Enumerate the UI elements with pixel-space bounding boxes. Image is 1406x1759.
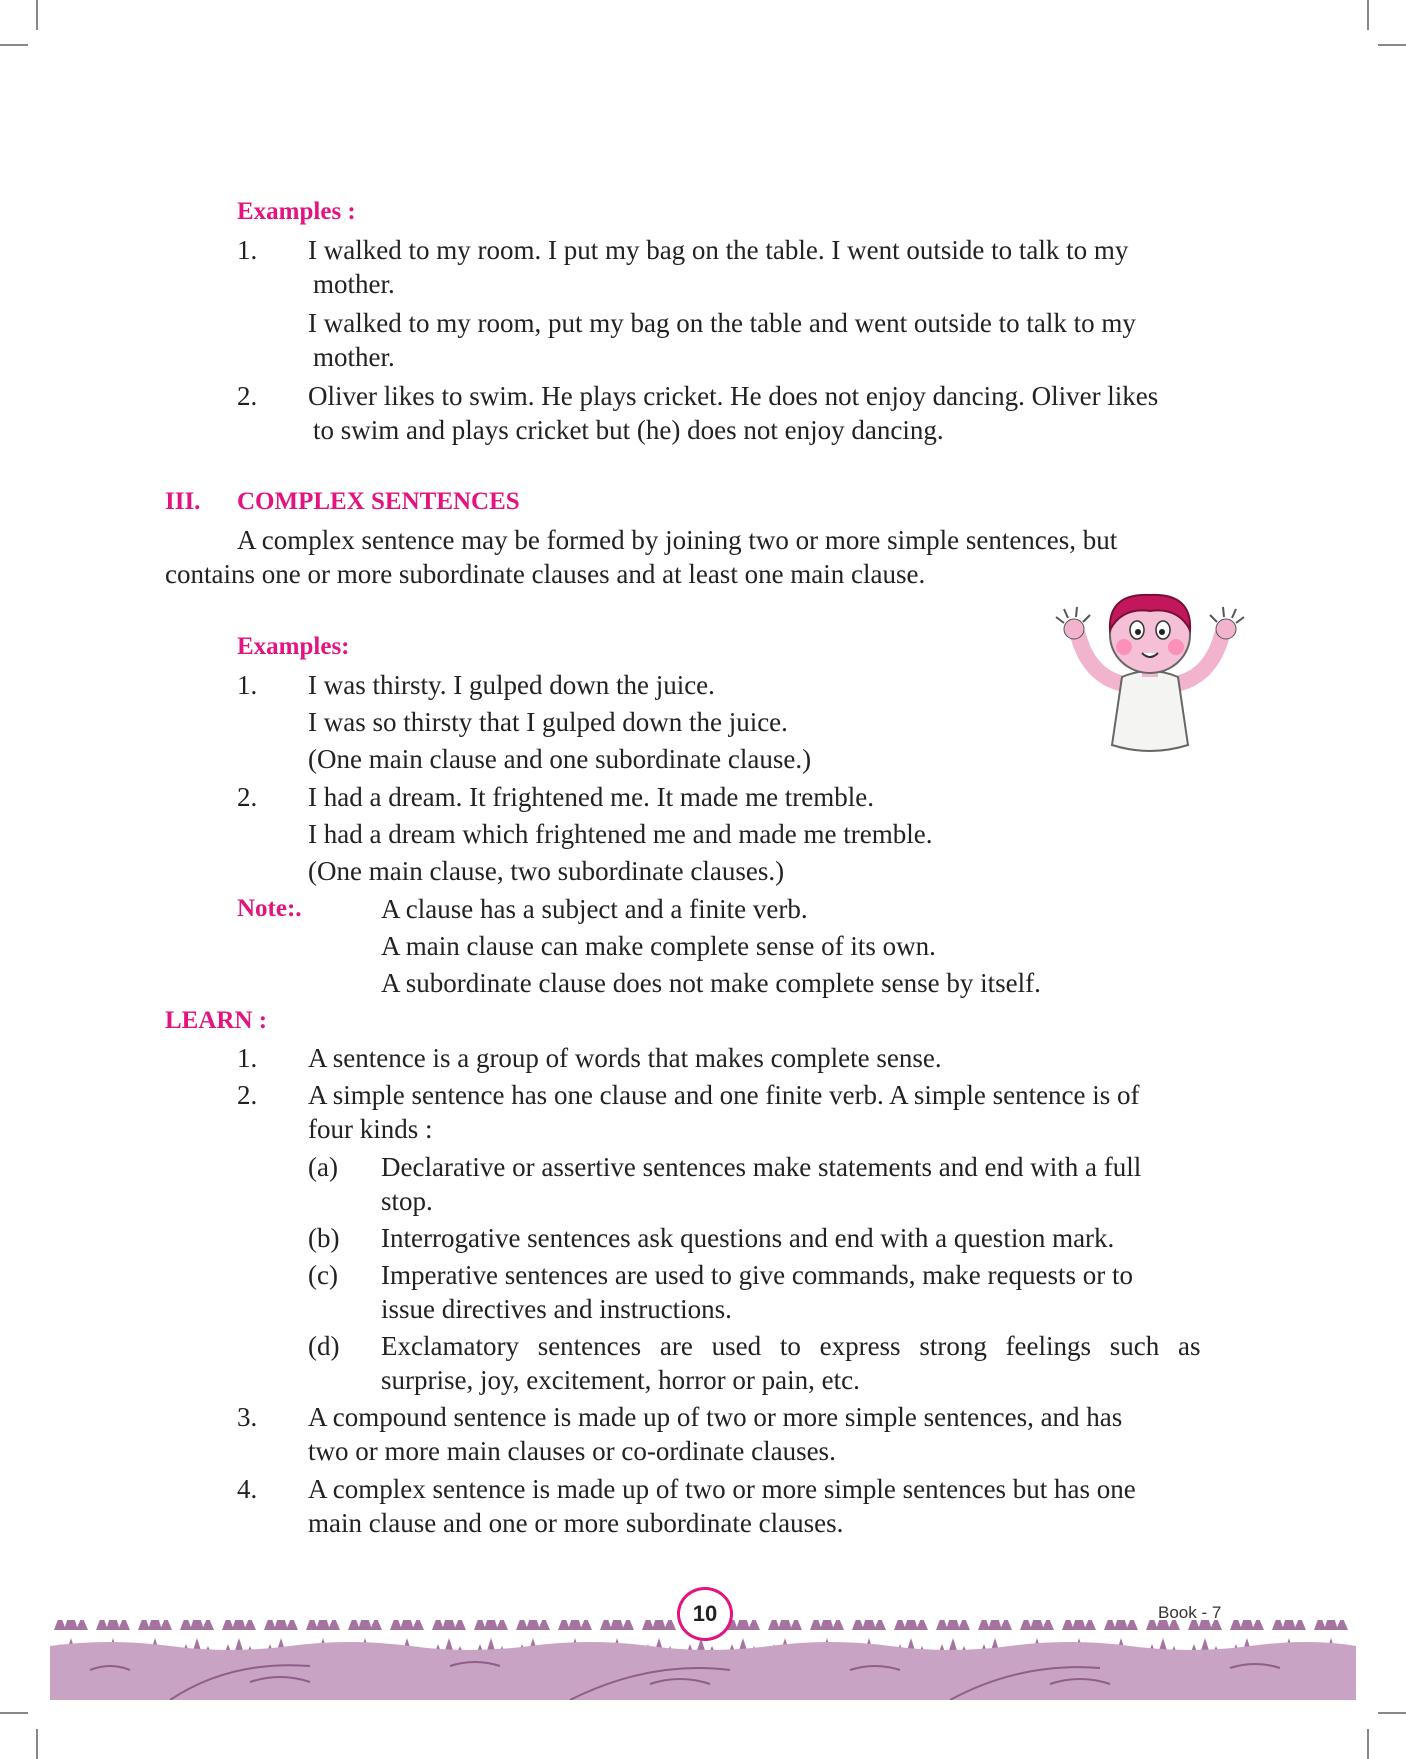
sub-item-text: surprise, joy, excitement, horror or pain, etc.: [381, 1365, 860, 1395]
list-item-text: (One main clause, two subordinate clauses.): [308, 856, 785, 886]
list-number: 2.: [237, 782, 258, 812]
cartoon-boy-illustration: [1050, 585, 1250, 760]
list-number: 1.: [237, 235, 258, 265]
paragraph-text: A complex sentence may be formed by joining two or more simple sentences, but: [237, 525, 1118, 555]
sub-item-text: issue directives and instructions.: [381, 1294, 732, 1324]
page-number: 10: [677, 1587, 733, 1641]
list-number: 3.: [237, 1402, 258, 1432]
list-number: 2.: [237, 1080, 258, 1110]
list-item-text: main clause and one or more subordinate clauses.: [308, 1508, 844, 1538]
note-label: Note:.: [237, 895, 302, 922]
list-item-text: mother.: [313, 269, 395, 299]
list-item-text: to swim and plays cricket but (he) does not enjoy dancing.: [313, 415, 944, 445]
list-number: 2.: [237, 381, 258, 411]
section-title: COMPLEX SENTENCES: [237, 488, 520, 515]
list-item-text: I had a dream. It frightened me. It made me tremble.: [308, 782, 875, 812]
list-item-text: I was thirsty. I gulped down the juice.: [308, 670, 715, 700]
sub-item-text: Declarative or assertive sentences make statements and end with a full: [381, 1152, 1142, 1182]
list-item-text: A compound sentence is made up of two or more simple sentences, and has: [308, 1402, 1123, 1432]
section-numeral: III.: [165, 488, 201, 515]
sub-item-text: Exclamatory sentences are used to express strong feelings such as: [381, 1331, 1201, 1361]
list-item-text: mother.: [313, 342, 395, 372]
list-number: 1.: [237, 1043, 258, 1073]
book-label: Book - 7: [1158, 1603, 1222, 1622]
list-item-text: I walked to my room, put my bag on the table and went outside to talk to my: [308, 308, 1136, 338]
note-text: A subordinate clause does not make complete sense by itself.: [381, 968, 1041, 998]
list-item-text: A simple sentence has one clause and one finite verb. A simple sentence is of: [308, 1080, 1140, 1110]
list-item-text: two or more main clauses or co-ordinate clauses.: [308, 1436, 836, 1466]
list-number: 1.: [237, 670, 258, 700]
list-item-text: A complex sentence is made up of two or more simple sentences but has one: [308, 1474, 1136, 1504]
examples-heading: Examples:: [237, 633, 350, 660]
list-item-text: I was so thirsty that I gulped down the juice.: [308, 707, 788, 737]
list-item-text: I had a dream which frightened me and made me tremble.: [308, 819, 933, 849]
paragraph-text: contains one or more subordinate clauses and at least one main clause.: [165, 559, 926, 589]
note-text: A clause has a subject and a finite verb.: [381, 894, 808, 924]
sub-item-text: Imperative sentences are used to give commands, make requests or to: [381, 1260, 1133, 1290]
list-item-text: four kinds :: [308, 1114, 433, 1144]
sub-item-text: Interrogative sentences ask questions and end with a question mark.: [381, 1223, 1115, 1253]
sub-item-text: stop.: [381, 1186, 433, 1216]
note-text: A main clause can make complete sense of its own.: [381, 931, 936, 961]
sub-label: (b): [308, 1223, 340, 1253]
sub-label: (a): [308, 1152, 338, 1182]
list-number: 4.: [237, 1474, 258, 1504]
list-item-text: (One main clause and one subordinate clause.): [308, 744, 812, 774]
sub-label: (c): [308, 1260, 338, 1290]
sub-label: (d): [308, 1331, 340, 1361]
learn-heading: LEARN :: [165, 1007, 268, 1034]
examples-heading: Examples :: [237, 198, 356, 225]
list-item-text: I walked to my room. I put my bag on the table. I went outside to talk to my: [308, 235, 1129, 265]
list-item-text: A sentence is a group of words that makes complete sense.: [308, 1043, 942, 1073]
list-item-text: Oliver likes to swim. He plays cricket. He does not enjoy dancing. Oliver likes: [308, 381, 1159, 411]
